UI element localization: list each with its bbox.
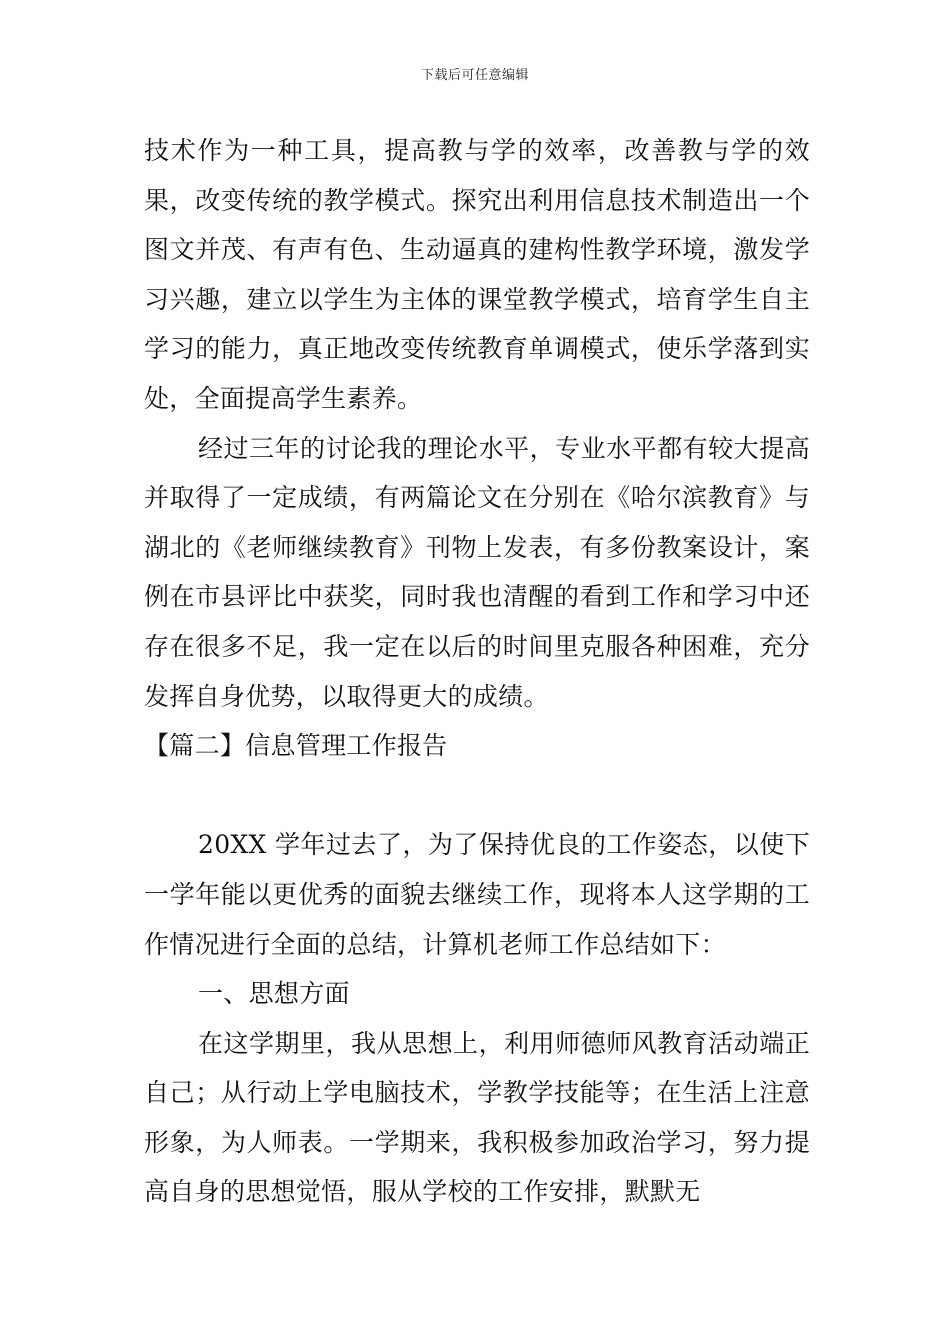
blank-line (144, 771, 810, 821)
paragraph-intro-summary: 20XX 学年过去了，为了保持优良的工作姿态，以使下一学年能以更优秀的面貌去继续工作，现将本人这学期的工作情况进行全面的总结，计算机老师工作总结如下： (144, 830, 810, 959)
heading-thought-aspect: 一、思想方面 (198, 979, 350, 1009)
paragraph-thought-details: 在这学期里，我从思想上，利用师德师风教育活动端正自己；从行动上学电脑技术，学教学技能等；在生活上注意形象，为人师表。一学期来，我积极参加政治学习，努力提高自身的思想觉悟，服从学校的工作安排，默默无 (144, 1028, 810, 1207)
page-header: 下载后可任意编辑 (420, 68, 529, 83)
document-body (144, 126, 810, 1217)
section-title: 【篇二】信息管理工作报告 (144, 731, 448, 761)
paragraph-tech-continuation: 技术作为一种工具，提高教与学的效率，改善教与学的效果，改变传统的教学模式。探究出利用信息技术制造出一个图文并茂、有声有色、生动逼真的建构性教学环境，激发学习兴趣，建立以学生为主体的课堂教学模式，培育学生自主学习的能力，真正地改变传统教育单调模式，使乐学落到实处，全面提高学生素养。 (144, 136, 810, 413)
paragraph-research-results: 经过三年的讨论我的理论水平，专业水平都有较大提高并取得了一定成绩，有两篇论文在分别在《哈尔滨教育》与湖北的《老师继续教育》刊物上发表，有多份教案设计，案例在市县评比中获奖，同时我也清醒的看到工作和学习中还存在很多不足，我一定在以后的时间里克服各种困难，充分发挥自身优势，以取得更大的成绩。 (144, 433, 810, 711)
